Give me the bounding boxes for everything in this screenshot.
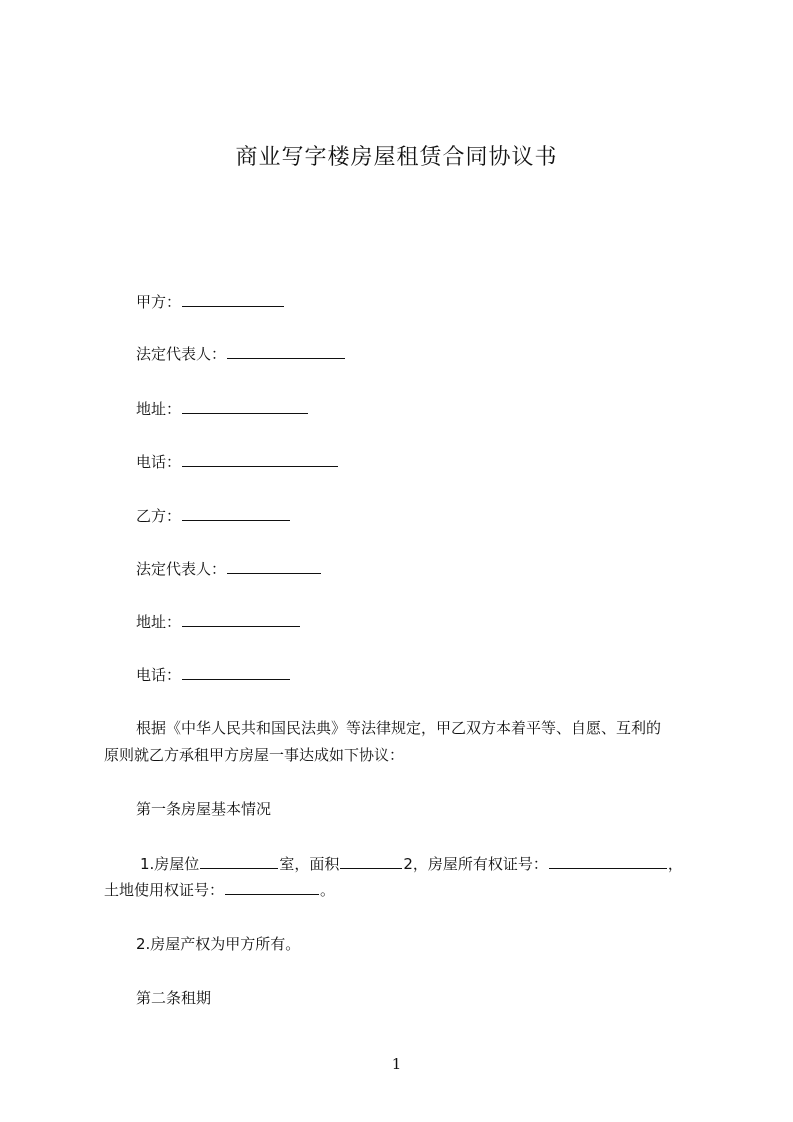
- article-1-item-2: 2.房屋产权为甲方所有。: [136, 935, 301, 953]
- item1-text-e: 土地使用权证号：: [104, 881, 225, 899]
- party-b-blank: [182, 505, 290, 521]
- party-b-rep-line: [136, 558, 322, 580]
- party-b-rep-label: 法定代表人：: [136, 560, 227, 578]
- party-a-addr-line: [136, 398, 309, 420]
- party-b-phone-blank: [182, 664, 290, 680]
- party-b-phone-label: 电话：: [136, 666, 182, 684]
- room-blank: [200, 853, 278, 869]
- item1-text-b: 室，面积: [279, 855, 340, 873]
- party-a-rep-blank: [227, 343, 345, 359]
- document-title: 商业写字楼房屋租赁合同协议书: [235, 145, 558, 170]
- page-number: 1: [391, 1055, 402, 1073]
- party-b-line: [136, 505, 291, 527]
- party-a-rep-line: [136, 343, 346, 365]
- party-b-phone-line: [136, 664, 291, 686]
- area-blank: [340, 853, 402, 869]
- party-b-rep-blank: [227, 558, 321, 574]
- party-a-rep-label: 法定代表人：: [136, 345, 227, 363]
- land-cert-blank: [225, 879, 319, 895]
- item1-text-c: 2，房屋所有权证号：: [403, 855, 548, 873]
- party-a-label: 甲方：: [136, 293, 182, 311]
- party-a-phone-line: [136, 451, 339, 473]
- intro-line-2: 原则就乙方承租甲方房屋一事达成如下协议：: [104, 746, 405, 764]
- article-2-heading: 第二条租期: [136, 989, 212, 1007]
- article-1-heading: 第一条房屋基本情况: [136, 800, 272, 818]
- party-b-label: 乙方：: [136, 507, 182, 525]
- party-a-line: [136, 291, 285, 313]
- item1-text-f: 。: [320, 881, 336, 899]
- article-1-item-1-line-2: [104, 879, 335, 901]
- item1-text-d: ，: [667, 855, 683, 873]
- party-a-blank: [182, 291, 284, 307]
- item1-text-a: 1.房屋位: [140, 855, 200, 873]
- party-a-addr-label: 地址：: [136, 400, 182, 418]
- ownership-cert-blank: [549, 853, 667, 869]
- party-b-addr-blank: [182, 611, 300, 627]
- party-b-addr-label: 地址：: [136, 613, 182, 631]
- party-b-addr-line: [136, 611, 301, 633]
- party-a-phone-blank: [182, 451, 338, 467]
- article-1-item-1-line-1: [140, 853, 683, 875]
- party-a-addr-blank: [182, 398, 308, 414]
- party-a-phone-label: 电话：: [136, 453, 182, 471]
- intro-line-1: 根据《中华人民共和国民法典》等法律规定，甲乙双方本着平等、自愿、互利的: [136, 719, 662, 737]
